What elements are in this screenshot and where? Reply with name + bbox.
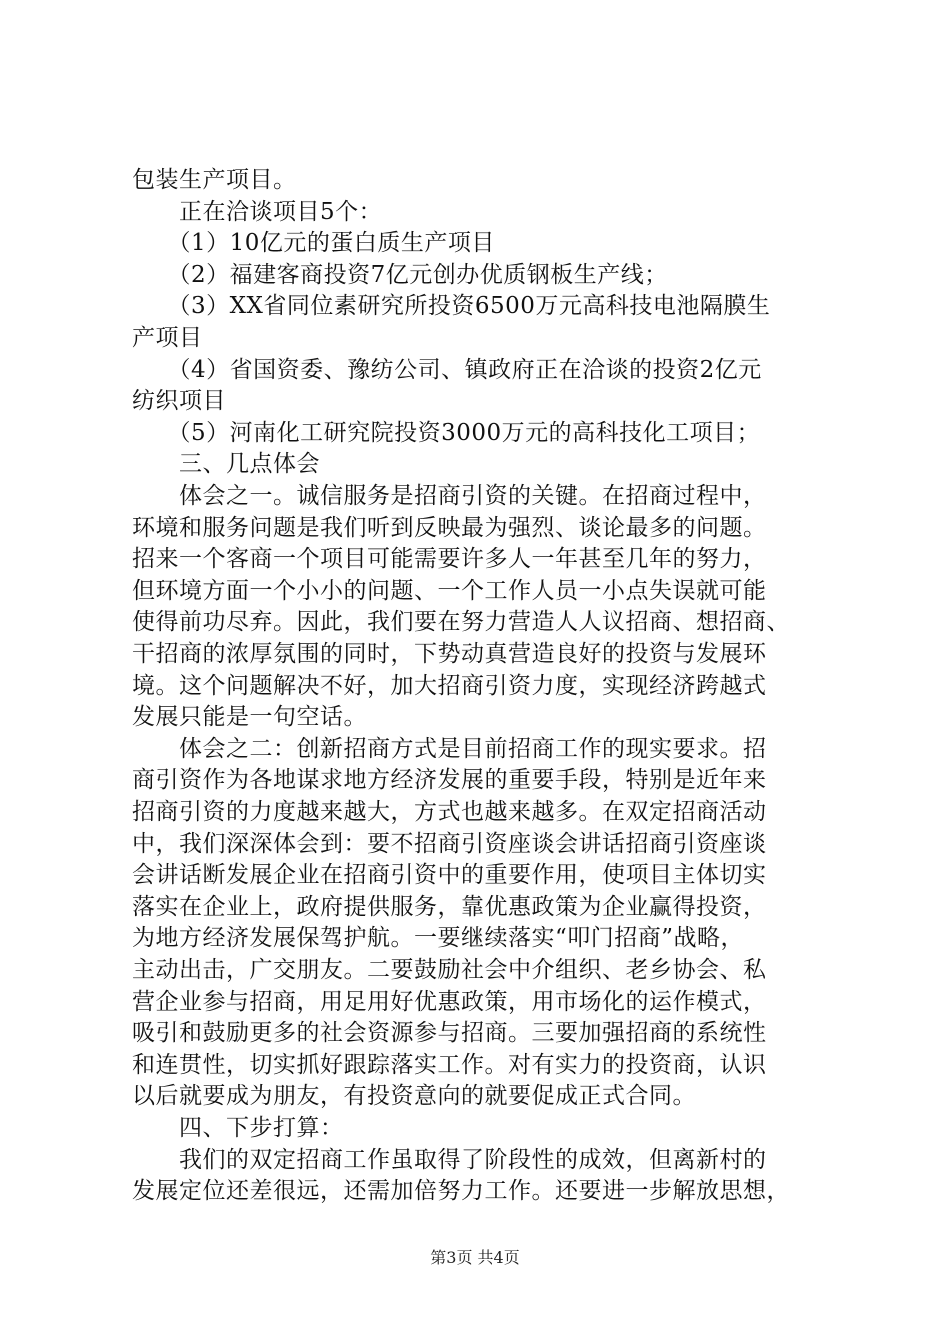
- text-line: 四、下步打算：: [132, 1115, 344, 1141]
- text-line: 商引资作为各地谋求地方经济发展的重要手段，特别是近年来: [132, 767, 767, 794]
- text-line: 营企业参与招商，用足用好优惠政策，用市场化的运作模式，: [132, 988, 767, 1015]
- text-line: 纺织项目: [132, 388, 226, 415]
- text-line: 发展只能是一句空话。: [132, 704, 367, 731]
- text-line: （4）省国资委、豫纺公司、镇政府正在洽谈的投资2亿元: [132, 356, 762, 383]
- page-footer: 第3页 共4页: [430, 1248, 520, 1267]
- text-line: 中，我们深深体会到：要不招商引资座谈会讲话招商引资座谈: [132, 830, 767, 857]
- text-line: （1）10亿元的蛋白质生产项目: [132, 230, 495, 257]
- text-line: 以后就要成为朋友，有投资意向的就要促成正式合同。: [132, 1083, 696, 1110]
- text-line: 招商引资的力度越来越大，方式也越来越多。在双定招商活动: [132, 799, 767, 825]
- text-line: 和连贯性，切实抓好跟踪落实工作。对有实力的投资商，认识: [132, 1051, 767, 1078]
- text-line: 产项目: [132, 325, 203, 351]
- text-line: 但环境方面一个小小的问题、一个工作人员一小点失误就可能: [132, 577, 767, 604]
- text-line: 包装生产项目。: [132, 167, 297, 193]
- text-line: 招来一个客商一个项目可能需要许多人一年甚至几年的努力，: [132, 546, 767, 573]
- text-line: 正在洽谈项目5个：: [132, 198, 383, 225]
- text-line: 我们的双定招商工作虽取得了阶段性的成效，但离新村的: [132, 1146, 767, 1173]
- text-line: （3）XX省同位素研究所投资6500万元高科技电池隔膜生: [132, 293, 771, 320]
- text-line: 落实在企业上，政府提供服务，靠优惠政策为企业赢得投资，: [132, 893, 767, 920]
- text-line: 三、几点体会: [132, 451, 320, 478]
- text-line: 为地方经济发展保驾护航。一要继续落实“叩门招商”战略，: [132, 925, 745, 952]
- text-line: （5）河南化工研究院投资3000万元的高科技化工项目；: [132, 419, 761, 446]
- text-line: 吸引和鼓励更多的社会资源参与招商。三要加强招商的系统性: [132, 1020, 767, 1047]
- text-line: （2）福建客商投资7亿元创办优质钢板生产线；: [132, 261, 668, 288]
- text-line: 发展定位还差很远，还需加倍努力工作。还要进一步解放思想，: [132, 1178, 790, 1205]
- text-line: 会讲话断发展企业在招商引资中的重要作用，使项目主体切实: [132, 862, 767, 889]
- text-line: 主动出击，广交朋友。二要鼓励社会中介组织、老乡协会、私: [132, 957, 767, 983]
- text-line: 使得前功尽弃。因此，我们要在努力营造人人议招商、想招商、: [132, 609, 790, 636]
- text-line: 境。这个问题解决不好，加大招商引资力度，实现经济跨越式: [132, 672, 767, 699]
- text-line: 环境和服务问题是我们听到反映最为强烈、谈论最多的问题。: [132, 514, 767, 541]
- text-line: 体会之一。诚信服务是招商引资的关键。在招商过程中，: [132, 483, 767, 509]
- text-line: 干招商的浓厚氛围的同时，下势动真营造良好的投资与发展环: [132, 641, 767, 667]
- text-line: 体会之二：创新招商方式是目前招商工作的现实要求。招: [132, 735, 767, 762]
